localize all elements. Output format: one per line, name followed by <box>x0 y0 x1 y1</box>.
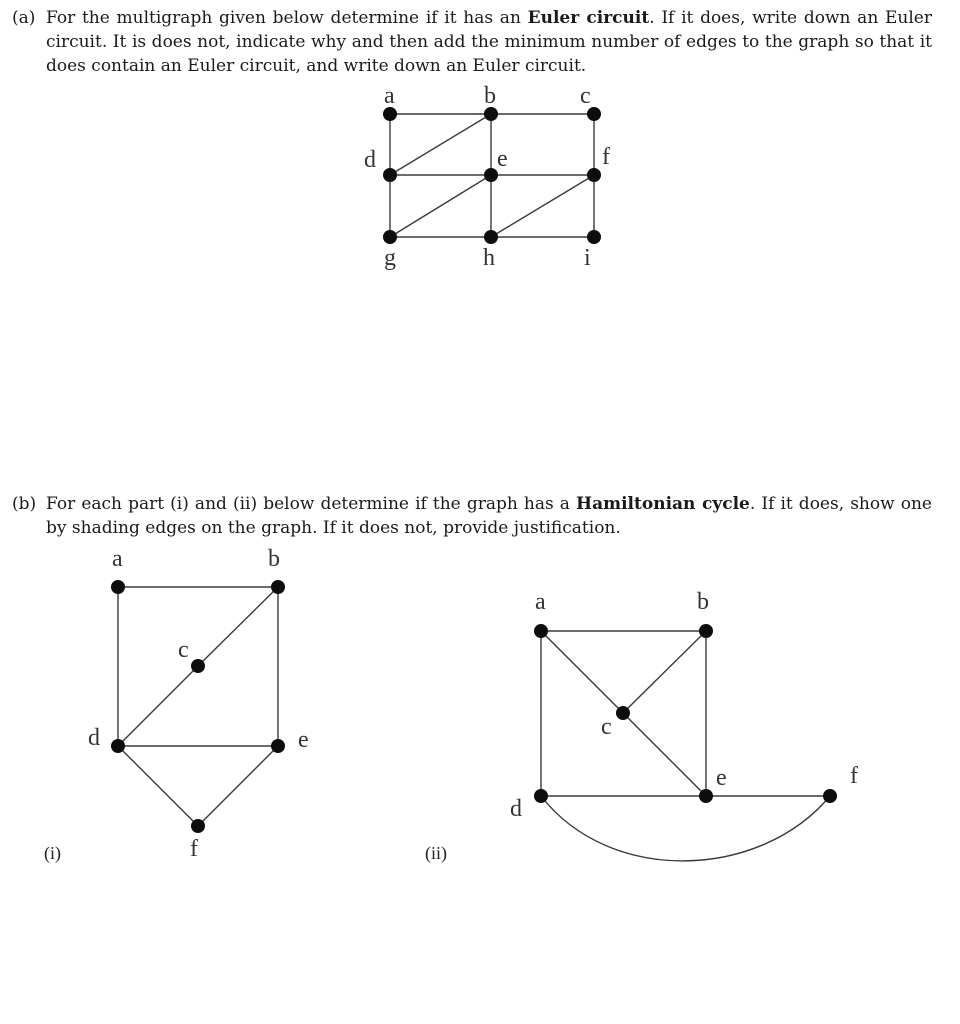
vertex-e <box>484 168 498 182</box>
vertex-d <box>534 789 548 803</box>
vertex-b <box>484 107 498 121</box>
edge-c-d <box>118 666 198 746</box>
vertex-label-b: b <box>268 546 280 572</box>
vertex-label-e: e <box>716 765 727 791</box>
vertex-label-f: f <box>190 836 198 862</box>
part-label-i: (i) <box>44 843 61 863</box>
edge-d-f <box>118 746 198 826</box>
vertex-g <box>383 230 397 244</box>
vertex-e <box>271 739 285 753</box>
vertex-d <box>383 168 397 182</box>
vertex-c <box>587 107 601 121</box>
vertex-label-a: a <box>112 546 123 572</box>
edge-h-f <box>491 175 594 237</box>
vertex-e <box>699 789 713 803</box>
vertex-i <box>587 230 601 244</box>
vertex-label-c: c <box>178 637 189 663</box>
edge-a-c <box>541 631 623 713</box>
vertex-label-c: c <box>580 83 591 109</box>
hamilton-graph-ii <box>425 589 858 864</box>
vertex-a <box>534 624 548 638</box>
vertex-label-e: e <box>298 727 309 753</box>
vertex-label-i: i <box>584 245 591 271</box>
hamilton-graph-i <box>44 546 309 864</box>
edge-c-e <box>623 713 706 796</box>
edge-e-f <box>198 746 278 826</box>
vertex-label-d: d <box>364 147 376 173</box>
vertex-c <box>616 706 630 720</box>
vertex-f <box>587 168 601 182</box>
edge-b-c <box>198 587 278 666</box>
question-a-text: For the multigraph given below determine if it has an Euler circuit. If it does, write down an Euler circuit. It is does not, indicate why and then add the minimum number of edges to the graph so that it does contain an Euler circuit, and write down an Euler circuit. <box>46 8 932 76</box>
vertex-label-f: f <box>602 144 610 170</box>
vertex-label-f: f <box>850 763 858 789</box>
hamiltonian-cycle-term: Hamiltonian cycle <box>576 494 750 514</box>
vertex-label-a: a <box>535 589 546 615</box>
question-b-text: For each part (i) and (ii) below determine if the graph has a Hamiltonian cycle. If it does, show one by shading edges on the graph. If it does not, provide justification. <box>46 494 932 538</box>
euler-circuit-term: Euler circuit <box>527 8 650 28</box>
vertex-h <box>484 230 498 244</box>
vertex-label-h: h <box>483 245 495 271</box>
euler-graph <box>364 83 610 271</box>
vertex-d <box>111 739 125 753</box>
part-label-ii: (ii) <box>425 843 447 863</box>
vertex-label-a: a <box>384 83 395 109</box>
vertex-c <box>191 659 205 673</box>
vertex-label-c: c <box>601 714 612 740</box>
edge-g-e <box>390 175 491 237</box>
question-b-label: (b) <box>12 494 37 514</box>
vertex-label-d: d <box>88 725 100 751</box>
edge-b-c <box>623 631 706 713</box>
vertex-label-e: e <box>497 146 508 172</box>
vertex-label-g: g <box>384 245 396 271</box>
vertex-a <box>111 580 125 594</box>
vertex-label-b: b <box>484 83 496 109</box>
question-a-label: (a) <box>12 8 36 28</box>
vertex-b <box>271 580 285 594</box>
edge-d-b <box>390 114 491 175</box>
vertex-label-d: d <box>510 796 522 822</box>
vertex-label-b: b <box>697 589 709 615</box>
vertex-f <box>191 819 205 833</box>
vertex-f <box>823 789 837 803</box>
vertex-a <box>383 107 397 121</box>
vertex-b <box>699 624 713 638</box>
edge-d-f-arc <box>541 796 830 861</box>
